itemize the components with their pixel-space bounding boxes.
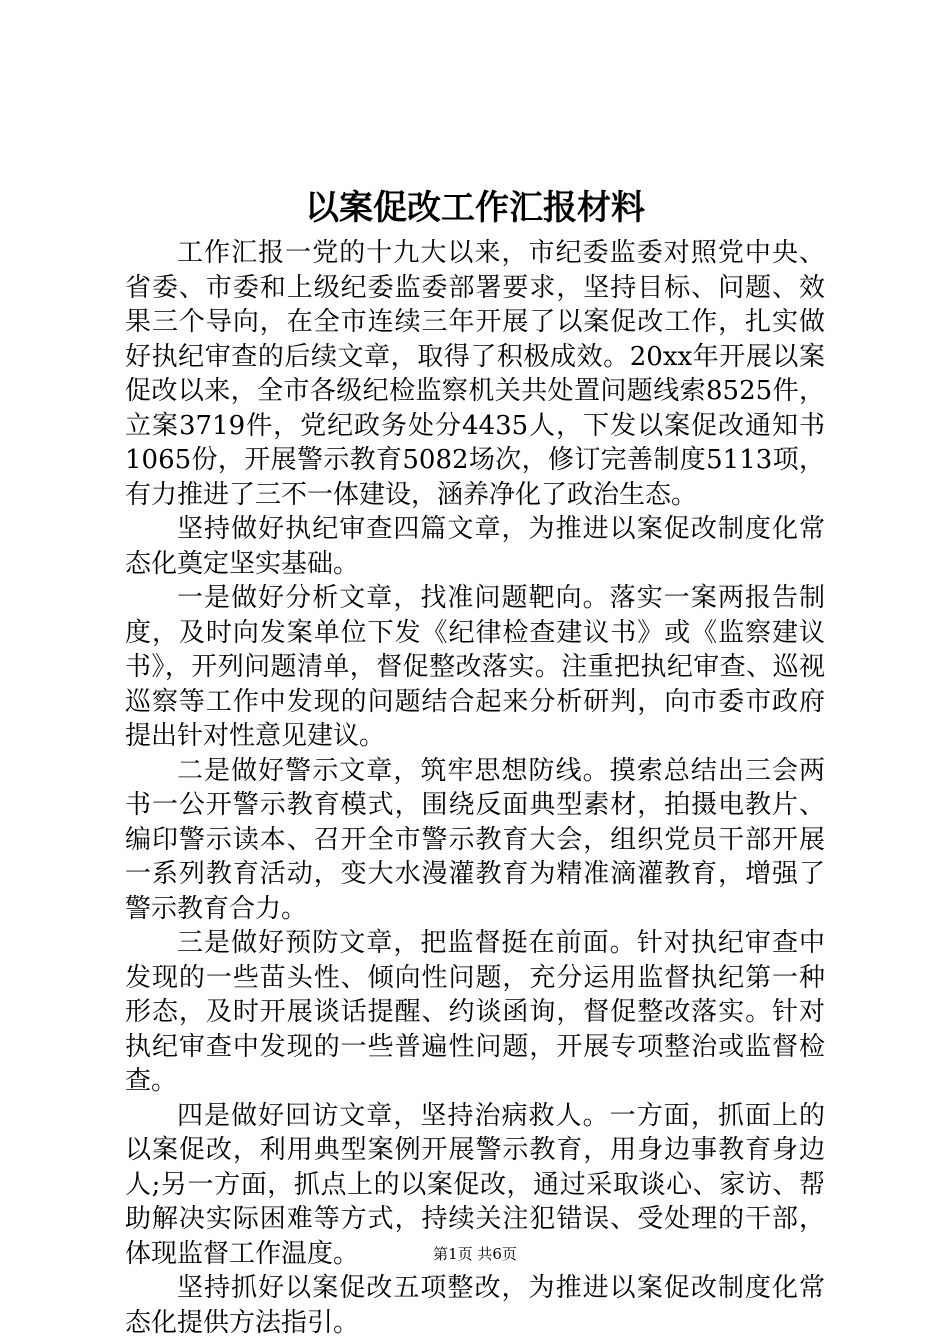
page-footer: 第1页 共6页 [433, 1245, 517, 1263]
paragraph-five-rectifications: 坚持抓好以案促改五项整改，为推进以案促改制度化常态化提供方法指引。 [125, 1273, 825, 1338]
document-body [125, 236, 825, 1340]
paragraph-follow-up: 四是做好回访文章，坚持治病救人。一方面，抓面上的以案促改，利用典型案例开展警示教育，用身边事教育身边人;另一方面，抓点上的以案促改，通过采取谈心、家访、帮助解决实际困难等方式，持续关注犯错误、受处理的干部，体现监督工作温度。 [125, 1100, 825, 1269]
paragraph-four-articles: 坚持做好执纪审查四篇文章，为推进以案促改制度化常态化奠定坚实基础。 [125, 514, 825, 579]
paragraph-intro: 工作汇报一党的十九大以来，市纪委监委对照党中央、省委、市委和上级纪委监委部署要求，坚持目标、问题、效果三个导向，在全市连续三年开展了以案促改工作，扎实做好执纪审查的后续文章，取得了积极成效。20xx年开展以案促改以来，全市各级纪检监察机关共处置问题线索8525件，立案3719件，党纪政务处分4435人，下发以案促改通知书1065份，开展警示教育5082场次，修订完善制度5113项，有力推进了三不一体建设，涵养净化了政治生态。 [125, 238, 825, 510]
paragraph-prevention: 三是做好预防文章，把监督挺在前面。针对执纪审查中发现的一些苗头性、倾向性问题，充分运用监督执纪第一种形态，及时开展谈话提醒、约谈函询，督促整改落实。针对执纪审查中发现的一些普遍性问题，开展专项整治或监督检查。 [125, 928, 825, 1096]
paragraph-analysis: 一是做好分析文章，找准问题靶向。落实一案两报告制度，及时向发案单位下发《纪律检查建议书》或《监察建议书》，开列问题清单，督促整改落实。注重把执纪审查、巡视巡察等工作中发现的问题结合起来分析研判，向市委市政府提出针对性意见建议。 [125, 583, 825, 751]
paragraph-warning: 二是做好警示文章，筑牢思想防线。摸索总结出三会两书一公开警示教育模式，围绕反面典型素材，拍摄电教片、编印警示读本、召开全市警示教育大会，组织党员干部开展一系列教育活动，变大水漫灌教育为精准滴灌教育，增强了警示教育合力。 [125, 755, 825, 924]
document-title: 以案促改工作汇报材料 [305, 188, 645, 228]
